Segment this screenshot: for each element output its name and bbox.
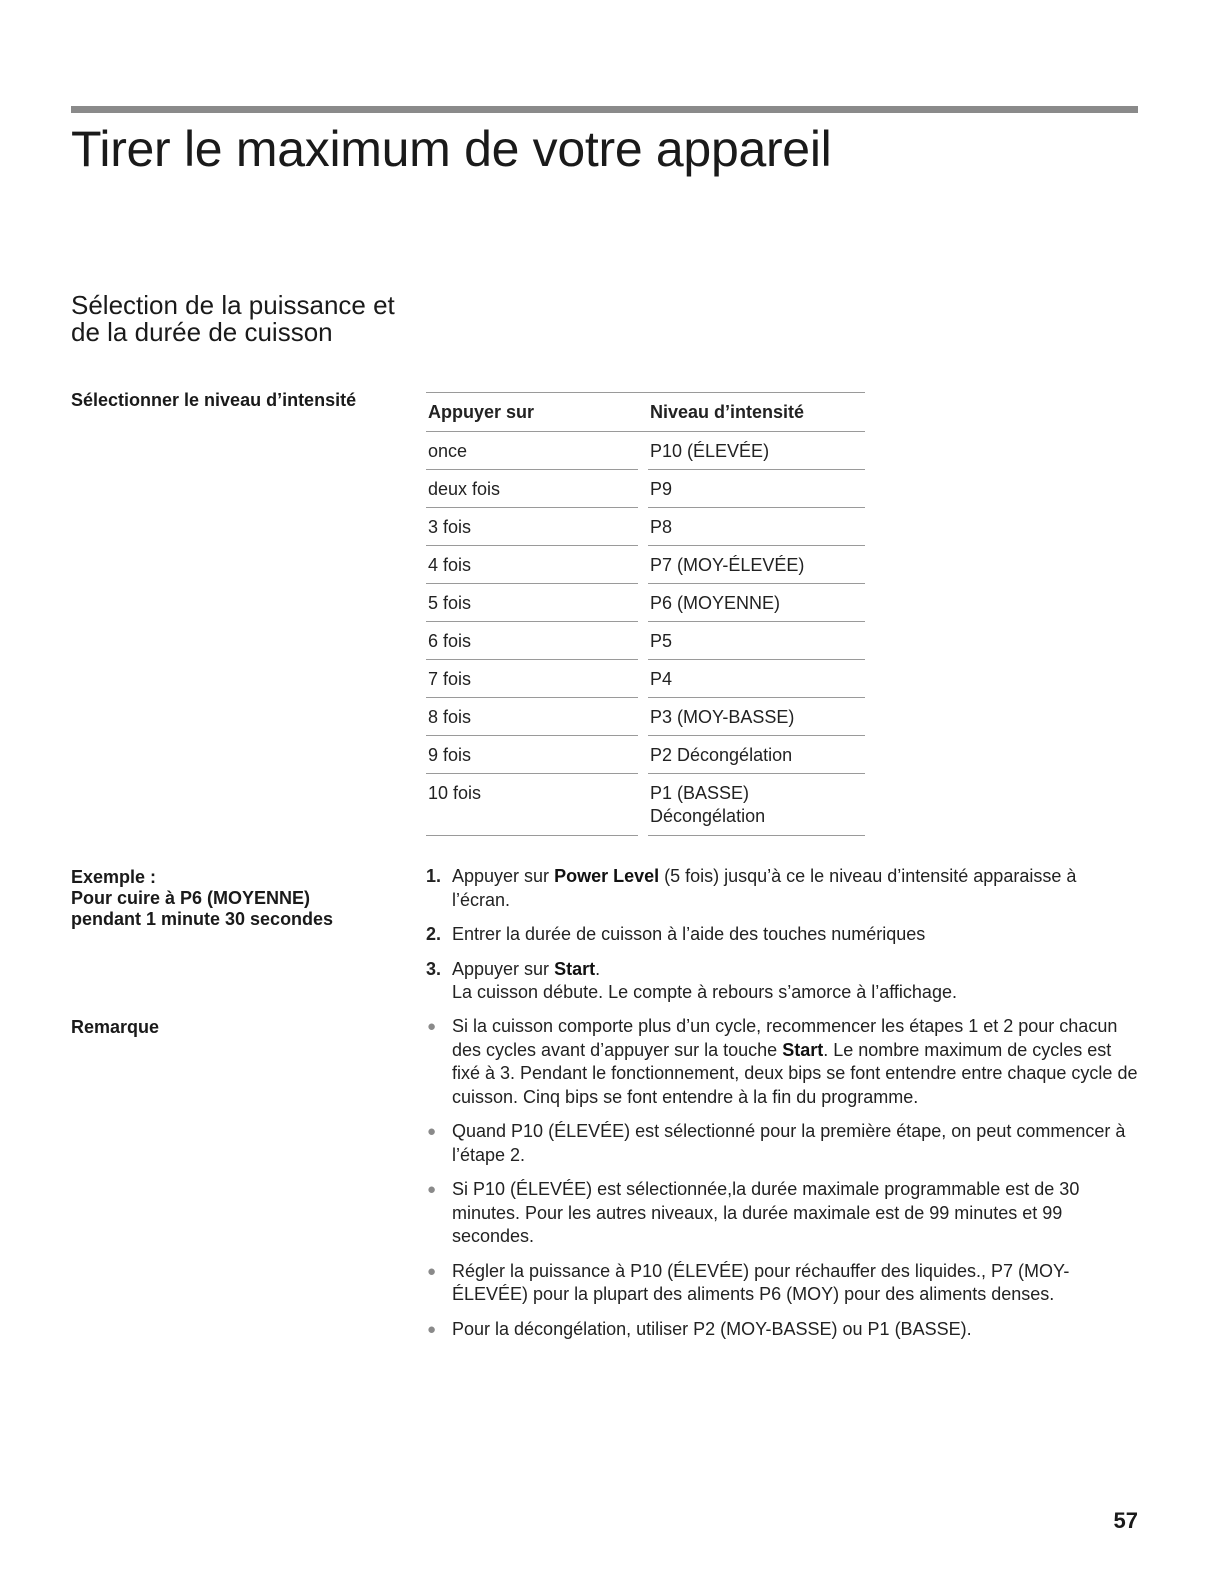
list-item: ● Si P10 (ÉLEVÉE) est sélectionnée,la durée maximale programmable est de 30 minutes. Pour les autres niveaux, la durée maximale est de 99 minutes et 99 secondes.: [427, 1179, 1080, 1246]
list-item: ● Régler la puissance à P10 (ÉLEVÉE) pour réchauffer des liquides., P7 (MOY-ÉLEVÉE) pour la plupart des aliments P6 (MOY) pour des aliments denses.: [427, 1260, 1070, 1304]
example-steps: [426, 865, 1138, 1016]
table-cell-level: P3 (MOY-BASSE): [648, 698, 865, 736]
subhead-note: Remarque: [71, 1017, 160, 1037]
table-row: [426, 584, 865, 622]
table-row: [426, 736, 865, 774]
table-row: [426, 698, 865, 736]
table-cell-level: P6 (MOYENNE): [648, 584, 865, 622]
table-row: [426, 622, 865, 660]
page-title: Tirer le maximum de votre appareil: [71, 121, 832, 177]
bullet-icon: ●: [427, 1123, 437, 1140]
bullet-icon: ●: [427, 1181, 437, 1198]
table-cell-press: 8 fois: [426, 698, 638, 736]
table-header-press: Appuyer sur: [426, 392, 638, 432]
bullet-icon: ●: [427, 1018, 437, 1035]
table-cell-level: P1 (BASSE) Décongélation: [648, 774, 865, 836]
table-row: [426, 508, 865, 546]
section-title: Sélection de la puissance et de la durée de cuisson: [71, 290, 395, 347]
table-cell-press: 7 fois: [426, 660, 638, 698]
table-cell-level: P4: [648, 660, 865, 698]
note-bullets: [426, 1015, 1138, 1352]
list-item: ● Si la cuisson comporte plus d’un cycle, recommencer les étapes 1 et 2 pour chacun des cycles avant d’appuyer sur la touche Start. Le nombre maximum de cycles est fixé à 3. Pendant le fonctionnement, deux bips se font entendre entre chaque cycle de cuisson. Cinq bips se font entendre à la fin du programme.: [427, 1016, 1138, 1107]
table-cell-level: P2 Décongélation: [648, 736, 865, 774]
list-item: 3. Appuyer sur Start. La cuisson débute. Le compte à rebours s’amorce à l’affichage.: [426, 958, 957, 1002]
table-row: [426, 470, 865, 508]
page-number: 57: [1113, 1508, 1138, 1533]
table-cell-level: P10 (ÉLEVÉE): [648, 432, 865, 470]
table-cell-press: once: [426, 432, 638, 470]
list-item: 2. Entrer la durée de cuisson à l’aide des touches numériques: [426, 924, 926, 944]
subhead-example: Exemple : Pour cuire à P6 (MOYENNE) pendant 1 minute 30 secondes: [71, 867, 334, 929]
table-cell-press: 9 fois: [426, 736, 638, 774]
table-cell-press: 4 fois: [426, 546, 638, 584]
list-item: 1. Appuyer sur Power Level (5 fois) jusqu’à ce le niveau d’intensité apparaisse à l’écran.: [426, 866, 1077, 910]
table-cell-level: P9: [648, 470, 865, 508]
bullet-icon: ●: [427, 1320, 437, 1338]
table-cell-press: 10 fois: [426, 774, 638, 836]
table-cell-level: P5: [648, 622, 865, 660]
table-row: [426, 546, 865, 584]
table-cell-level: P8: [648, 508, 865, 546]
list-item: ● Pour la décongélation, utiliser P2 (MOY-BASSE) ou P1 (BASSE).: [426, 1318, 1138, 1342]
table-cell-press: deux fois: [426, 470, 638, 508]
power-level-table: [426, 392, 865, 836]
table-row: [426, 660, 865, 698]
list-item: ● Quand P10 (ÉLEVÉE) est sélectionné pour la première étape, on peut commencer à l’étape 2.: [427, 1121, 1126, 1165]
table-cell-level: P7 (MOY-ÉLEVÉE): [648, 546, 865, 584]
bullet-icon: ●: [427, 1262, 437, 1280]
table-header-level: Niveau d’intensité: [648, 392, 865, 432]
table-row: [426, 774, 865, 836]
subhead-select-level: Sélectionner le niveau d’intensité: [71, 390, 357, 410]
table-header-row: [426, 392, 865, 432]
table-row: [426, 432, 865, 470]
table-cell-press: 6 fois: [426, 622, 638, 660]
table-cell-press: 3 fois: [426, 508, 638, 546]
title-rule: [71, 106, 1138, 113]
table-cell-press: 5 fois: [426, 584, 638, 622]
